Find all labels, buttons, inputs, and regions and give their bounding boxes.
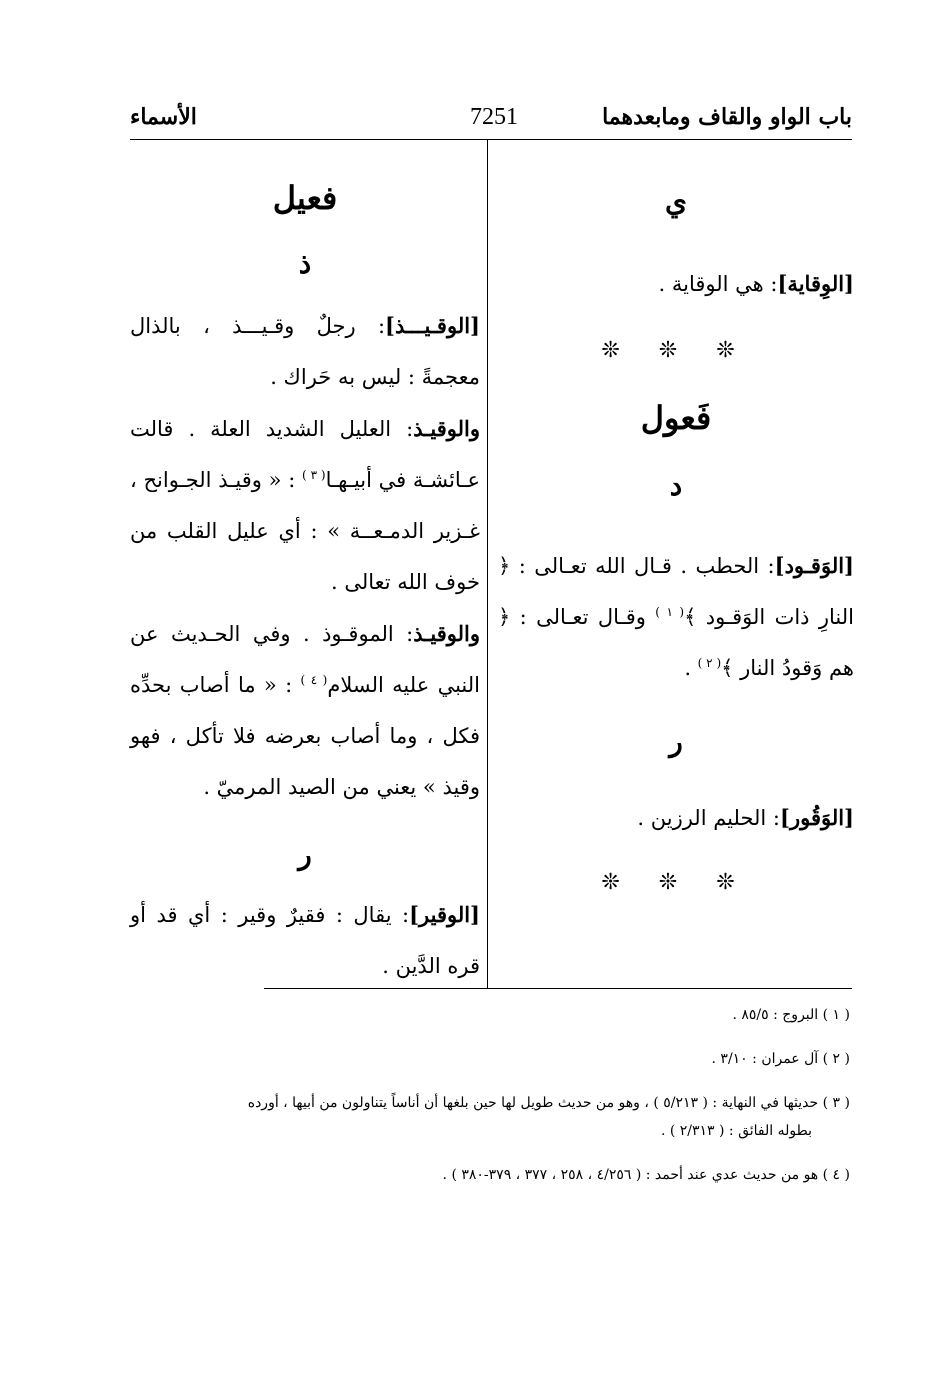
entry-text: : « ما أصاب بحدِّه فكل ، وما أصاب بعرضه فلا تأكل ، فهو وقيذ » يعني من الصيد المرميّ . (130, 673, 480, 799)
pattern-fail: فعيل (272, 179, 338, 217)
entry-text: : هي الوقاية . (658, 272, 778, 296)
letter-dal: د (669, 469, 683, 502)
column-divider (487, 140, 488, 988)
entry-waqidh-3 (130, 608, 480, 813)
headword: والوقيـذ (413, 621, 480, 646)
headword: [الوَقُور] (780, 805, 854, 830)
letter-dhal: ذ (298, 247, 312, 280)
entry-waqidh-2 (130, 403, 480, 608)
footnote-4: ( ٤ ) هو من حديث عدي عند أحمد : ( ٤/٢٥٦ ، ٢٥٨ ، ٣٧٧ ، ٣٧٩-٣٨٠ ) . (442, 1167, 850, 1183)
entry-waqur (498, 792, 854, 844)
footnote-ref: ( ٢ ) (697, 656, 722, 670)
footnote-3-continued: بطوله الفائق : ( ٢/٣١٣ ) . (660, 1123, 812, 1139)
entry-waqir (130, 889, 480, 992)
footnote-3: ( ٣ ) حديثها في النهاية : ( ٥/٢١٣ ) ، وهو من حديث طويل لها حين بلغها أن أناساً يتناولون من أبيها ، أورده (247, 1095, 850, 1111)
entry-text: . (684, 656, 698, 680)
entry-waqud (498, 540, 854, 694)
letter-ra: ر (298, 838, 312, 871)
footnote-2: ( ٢ ) آل عمران : ٣/١٠ . (711, 1051, 850, 1067)
pattern-fauul: فَعول (640, 399, 712, 437)
entry-text: : « وقيـذ الجـوانح ، غـزير الدمـعــة » : أي عليل القلب من خوف الله تعالى . (130, 468, 480, 594)
entry-text: : الحليم الرزين . (637, 806, 781, 830)
entry-text: : العليل الشديد العلة . قالت عـائشـة في أبيـهـا (130, 417, 481, 492)
section-title: الأسماء (130, 104, 197, 130)
footnote-1: ( ١ ) البروج : ٨٥/٥ . (732, 1007, 850, 1023)
headword: [الوقـيـــذ] (385, 313, 480, 338)
separator-stars: ❊ ❊ ❊ (601, 870, 751, 895)
entry-text: وقـال تعـالى : ﴿ هم وَقودُ النار ﴾ (498, 605, 854, 680)
footnote-ref: ( ٤ ) (300, 673, 328, 687)
headword: والوقيـذ (413, 416, 480, 441)
footnotes (120, 1003, 850, 1207)
entry-wiqaya (498, 258, 854, 310)
entry-waqidh-1 (130, 300, 480, 403)
headword: [الوِقاية] (777, 271, 854, 296)
entry-text: : الحطب . قـال الله تعـالى : ﴿ النارِ ذات الوَقـود ﴾ (498, 554, 855, 629)
entry-text: : رجلٌ وقـيـــذ ، بالذال معجمةً : ليس به حَراك . (130, 314, 480, 389)
chapter-title: باب الواو والقاف ومابعدهما (602, 104, 852, 130)
header-rule (130, 139, 852, 140)
pattern-ya: ي (665, 185, 687, 218)
letter-ra: ر (669, 725, 683, 758)
headword: [الوقير] (409, 902, 480, 927)
headword: [الوَقـود] (774, 553, 854, 578)
page-header (130, 104, 852, 138)
right-column (498, 150, 854, 894)
footnote-ref: ( ١ ) (655, 605, 685, 619)
page-number: 7251 (470, 104, 518, 130)
entry-text: : الموقـوذ . وفي الحـديث عن النبي عليه السلام (130, 622, 480, 697)
entry-text: : يقال : فقيرٌ وقير : أي قد أو قره الدَّين . (130, 903, 480, 978)
separator-stars: ❊ ❊ ❊ (601, 338, 751, 363)
left-column (130, 150, 480, 992)
footnote-ref: ( ٣ ) (302, 468, 326, 482)
